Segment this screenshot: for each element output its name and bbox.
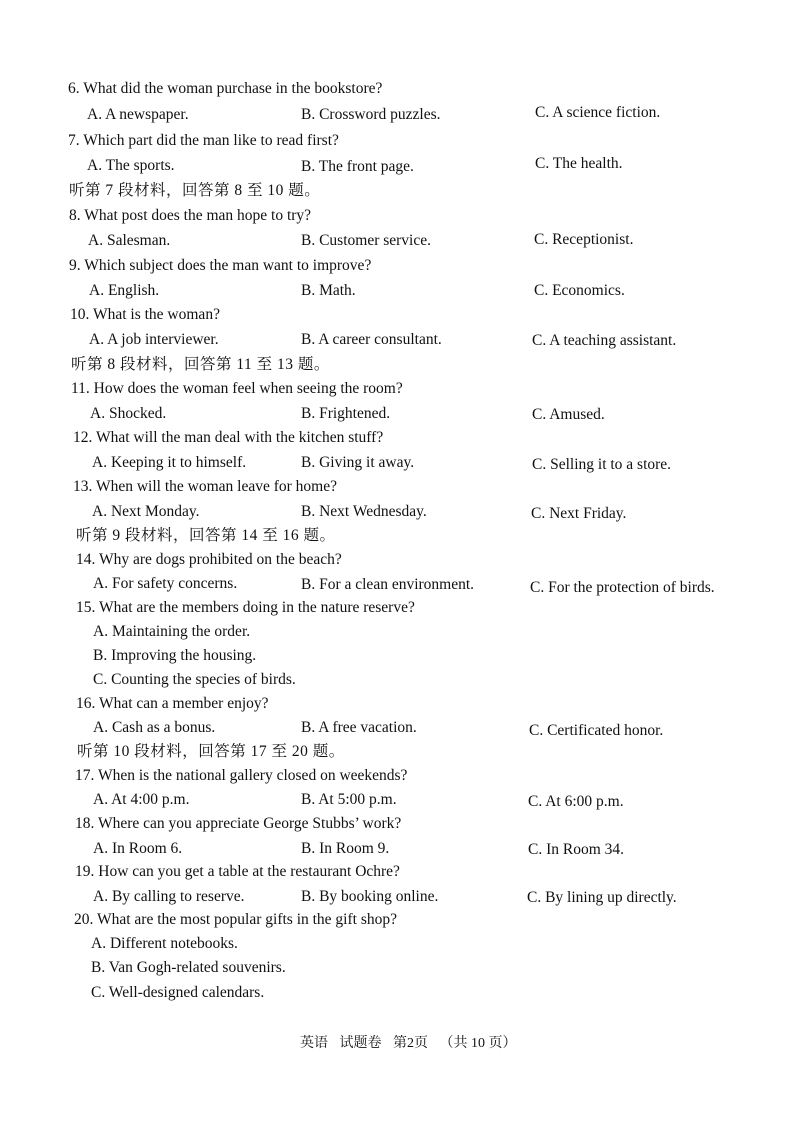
option-19c: C. By lining up directly. [527,889,677,906]
option-7c: C. The health. [535,155,623,172]
option-10a: A. A job interviewer. [89,331,219,348]
option-18a: A. In Room 6. [93,840,183,857]
option-14b: B. For a clean environment. [301,576,475,593]
option-13c: C. Next Friday. [531,505,627,522]
option-17a: A. At 4:00 p.m. [93,791,190,808]
option-13b: B. Next Wednesday. [301,503,427,520]
page-footer [300,1032,525,1052]
question-10: 10. What is the woman? [70,306,220,323]
option-20c: C. Well-designed calendars. [91,984,265,1001]
option-20b: B. Van Gogh-related souvenirs. [91,959,286,976]
option-19a: A. By calling to reserve. [93,888,245,905]
section-heading-8: 听第 8 段材料，回答第 11 至 13 题。 [71,356,330,373]
option-9a: A. English. [89,282,160,299]
option-7b: B. The front page. [301,158,414,175]
question-13: 13. When will the woman leave for home? [73,478,337,495]
option-10b: B. A career consultant. [301,331,442,348]
question-12: 12. What will the man deal with the kitchen stuff? [73,429,384,446]
option-12b: B. Giving it away. [301,454,415,471]
question-17: 17. When is the national gallery closed on weekends? [75,767,408,784]
option-15c: C. Counting the species of birds. [93,671,296,688]
question-20: 20. What are the most popular gifts in the gift shop? [74,911,397,928]
footer-total-pages: （共 10 页） [439,1036,517,1051]
footer-paper: 试题卷 [339,1036,382,1051]
option-11b: B. Frightened. [301,405,391,422]
option-6b: B. Crossword puzzles. [301,106,441,123]
footer-page-number: 第2页 [393,1036,428,1051]
question-11: 11. How does the woman feel when seeing the room? [71,380,403,397]
question-8: 8. What post does the man hope to try? [69,207,312,224]
option-9b: B. Math. [301,282,356,299]
option-14c: C. For the protection of birds. [530,579,715,596]
question-18: 18. Where can you appreciate George Stubbs’ work? [75,815,402,832]
option-11a: A. Shocked. [90,405,167,422]
option-18b: B. In Room 9. [301,840,390,857]
option-7a: A. The sports. [87,157,175,174]
option-13a: A. Next Monday. [92,503,200,520]
question-14: 14. Why are dogs prohibited on the beach? [76,551,342,568]
question-16: 16. What can a member enjoy? [76,695,269,712]
option-6c: C. A science fiction. [535,104,661,121]
footer-subject: 英语 [300,1036,328,1051]
option-17b: B. At 5:00 p.m. [301,791,397,808]
section-heading-7: 听第 7 段材料，回答第 8 至 10 题。 [69,182,321,199]
option-6a: A. A newspaper. [87,106,189,123]
option-15a: A. Maintaining the order. [93,623,251,640]
question-7: 7. Which part did the man like to read first? [68,132,339,149]
option-8b: B. Customer service. [301,232,432,249]
option-8c: C. Receptionist. [534,231,634,248]
section-heading-10: 听第 10 段材料，回答第 17 至 20 题。 [77,743,345,760]
option-19b: B. By booking online. [301,888,439,905]
option-17c: C. At 6:00 p.m. [528,793,624,810]
option-15b: B. Improving the housing. [93,647,257,664]
question-6: 6. What did the woman purchase in the bookstore? [68,80,383,97]
option-12a: A. Keeping it to himself. [92,454,247,471]
option-16b: B. A free vacation. [301,719,417,736]
option-11c: C. Amused. [532,406,605,423]
option-16a: A. Cash as a bonus. [93,719,216,736]
question-9: 9. Which subject does the man want to improve? [69,257,372,274]
option-8a: A. Salesman. [88,232,171,249]
question-19: 19. How can you get a table at the restaurant Ochre? [75,863,400,880]
option-9c: C. Economics. [534,282,625,299]
option-14a: A. For safety concerns. [93,575,238,592]
option-20a: A. Different notebooks. [91,935,238,952]
question-15: 15. What are the members doing in the nature reserve? [76,599,415,616]
option-10c: C. A teaching assistant. [532,332,677,349]
option-18c: C. In Room 34. [528,841,625,858]
section-heading-9: 听第 9 段材料，回答第 14 至 16 题。 [76,527,336,544]
option-12c: C. Selling it to a store. [532,456,672,473]
option-16c: C. Certificated honor. [529,722,664,739]
